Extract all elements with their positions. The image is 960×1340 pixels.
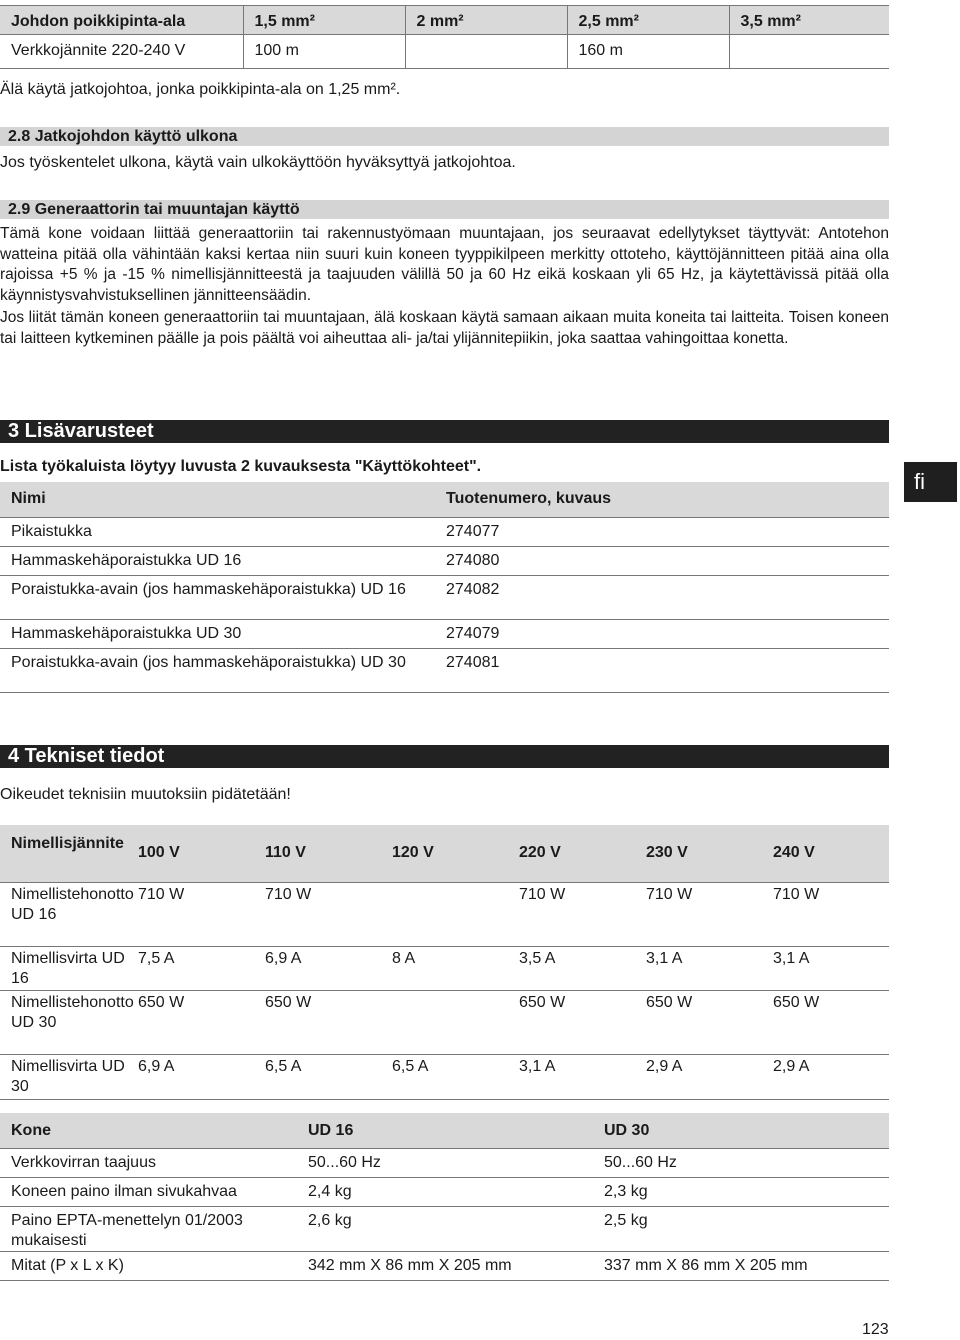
cable-cell xyxy=(729,35,889,69)
voltage-table xyxy=(0,825,889,1100)
cable-header-cell: 3,5 mm² xyxy=(729,6,889,35)
machine-table xyxy=(0,1113,889,1281)
machine-row-label: Paino EPTA-menettelyn 01/2003 mukaisesti xyxy=(0,1206,297,1251)
voltage-cell: 650 W xyxy=(762,990,889,1054)
voltage-cell: 710 W xyxy=(762,882,889,946)
voltage-cell: 2,9 A xyxy=(762,1054,889,1099)
voltage-row-label: Nimellistehonotto UD 16 xyxy=(0,882,127,946)
accessory-name: Poraistukka-avain (jos hammaskehäporaistukka) UD 30 xyxy=(0,648,435,692)
section-4-heading: 4 Tekniset tiedot xyxy=(0,745,889,768)
accessory-number: 274080 xyxy=(435,546,889,575)
machine-row-label: Verkkovirran taajuus xyxy=(0,1148,297,1177)
machine-header-cell: UD 16 xyxy=(297,1113,593,1148)
technical-note: Oikeudet teknisiin muutoksiin pidätetään! xyxy=(0,786,291,803)
voltage-row-label: Nimellistehonotto UD 30 xyxy=(0,990,127,1054)
accessories-table xyxy=(0,482,889,693)
voltage-cell: 2,9 A xyxy=(635,1054,762,1099)
machine-cell: 342 mm X 86 mm X 205 mm xyxy=(297,1251,593,1280)
voltage-cell: 3,1 A xyxy=(762,946,889,990)
voltage-cell: 6,9 A xyxy=(127,1054,254,1099)
accessory-number: 274081 xyxy=(435,648,889,692)
voltage-cell: 3,1 A xyxy=(635,946,762,990)
page-number: 123 xyxy=(862,1321,889,1338)
voltage-cell: 6,5 A xyxy=(254,1054,381,1099)
accessories-header-cell: Nimi xyxy=(0,482,435,517)
voltage-header-label: Nimellisjännite xyxy=(0,825,127,882)
voltage-row-label: Nimellisvirta UD 16 xyxy=(0,946,127,990)
cable-header-cell: Johdon poikkipinta-ala xyxy=(0,6,243,35)
cable-cell xyxy=(405,35,567,69)
machine-cell: 2,6 kg xyxy=(297,1206,593,1251)
machine-cell: 337 mm X 86 mm X 205 mm xyxy=(593,1251,889,1280)
machine-cell: 50...60 Hz xyxy=(297,1148,593,1177)
section-2-8-text: Jos työskentelet ulkona, käytä vain ulkokäyttöön hyväksyttyä jatkojohtoa. xyxy=(0,154,516,171)
voltage-cell: 3,5 A xyxy=(508,946,635,990)
accessory-name: Hammaskehäporaistukka UD 30 xyxy=(0,619,435,648)
voltage-cell: 710 W xyxy=(508,882,635,946)
machine-row-label: Mitat (P x L x K) xyxy=(0,1251,297,1280)
cable-table xyxy=(0,5,889,69)
section-2-9-paragraph-2: Jos liität tämän koneen generaattoriin tai muuntajaan, älä koskaan käytä samaan aikaan muita koneita tai laitteita. Toisen koneen tai laitteen kytkeminen päälle ja pois päältä voi aiheuttaa ali- ja/tai ylijännitepiikin, joka saattaa vahingoittaa konetta. xyxy=(0,309,889,347)
accessory-name: Poraistukka-avain (jos hammaskehäporaistukka) UD 16 xyxy=(0,575,435,619)
accessory-number: 274082 xyxy=(435,575,889,619)
voltage-header-cell: 230 V xyxy=(635,825,762,882)
voltage-header-cell: 240 V xyxy=(762,825,889,882)
accessory-number: 274079 xyxy=(435,619,889,648)
voltage-cell: 650 W xyxy=(254,990,381,1054)
cable-header-cell: 1,5 mm² xyxy=(243,6,405,35)
accessory-number: 274077 xyxy=(435,517,889,546)
machine-row-label: Koneen paino ilman sivukahvaa xyxy=(0,1177,297,1206)
machine-cell: 2,3 kg xyxy=(593,1177,889,1206)
voltage-cell xyxy=(381,882,508,946)
cable-cell: Verkkojännite 220-240 V xyxy=(0,35,243,69)
accessories-header-cell: Tuotenumero, kuvaus xyxy=(435,482,889,517)
voltage-cell: 710 W xyxy=(127,882,254,946)
voltage-cell: 710 W xyxy=(254,882,381,946)
section-2-9-heading: 2.9 Generaattorin tai muuntajan käyttö xyxy=(0,200,889,219)
voltage-header-cell: 110 V xyxy=(254,825,381,882)
section-2-9-paragraph-1: Tämä kone voidaan liittää generaattoriin tai rakennustyömaan muuntajaan, jos seuraavat edellytykset täyttyvät: Antotehon watteina pitää olla vähintään kaksi kertaa niin suuri kuin koneen tyyppikilpeen merkitty ottoteho, käyttöjännitteen pitää aina olla rajoissa +5 % ja -15 % nimellisjännitteestä ja taajuuden välillä 50 ja 60 Hz eikä koskaan yli 65 Hz, ja käytettävissä pitää olla käynnistysvahvistuksellinen jännitteensäädin. xyxy=(0,225,889,304)
cable-cell: 100 m xyxy=(243,35,405,69)
voltage-header-cell: 100 V xyxy=(127,825,254,882)
accessory-name: Hammaskehäporaistukka UD 16 xyxy=(0,546,435,575)
voltage-cell: 710 W xyxy=(635,882,762,946)
accessories-intro: Lista työkaluista löytyy luvusta 2 kuvauksesta "Käyttökohteet". xyxy=(0,458,482,475)
cable-header-cell: 2,5 mm² xyxy=(567,6,729,35)
machine-cell: 50...60 Hz xyxy=(593,1148,889,1177)
voltage-cell: 650 W xyxy=(508,990,635,1054)
voltage-cell: 6,9 A xyxy=(254,946,381,990)
cable-header-cell: 2 mm² xyxy=(405,6,567,35)
voltage-cell: 8 A xyxy=(381,946,508,990)
voltage-row-label: Nimellisvirta UD 30 xyxy=(0,1054,127,1099)
voltage-cell: 7,5 A xyxy=(127,946,254,990)
voltage-cell: 650 W xyxy=(635,990,762,1054)
section-2-8-heading: 2.8 Jatkojohdon käyttö ulkona xyxy=(0,127,889,146)
voltage-cell xyxy=(381,990,508,1054)
language-tab: fi xyxy=(904,462,957,502)
cable-cell: 160 m xyxy=(567,35,729,69)
section-3-heading: 3 Lisävarusteet xyxy=(0,420,889,443)
voltage-cell: 3,1 A xyxy=(508,1054,635,1099)
voltage-cell: 650 W xyxy=(127,990,254,1054)
machine-cell: 2,4 kg xyxy=(297,1177,593,1206)
voltage-cell: 6,5 A xyxy=(381,1054,508,1099)
accessory-name: Pikaistukka xyxy=(0,517,435,546)
machine-cell: 2,5 kg xyxy=(593,1206,889,1251)
voltage-header-cell: 120 V xyxy=(381,825,508,882)
machine-header-cell: Kone xyxy=(0,1113,297,1148)
cable-note: Älä käytä jatkojohtoa, jonka poikkipinta-ala on 1,25 mm². xyxy=(0,81,401,98)
voltage-header-cell: 220 V xyxy=(508,825,635,882)
machine-header-cell: UD 30 xyxy=(593,1113,889,1148)
